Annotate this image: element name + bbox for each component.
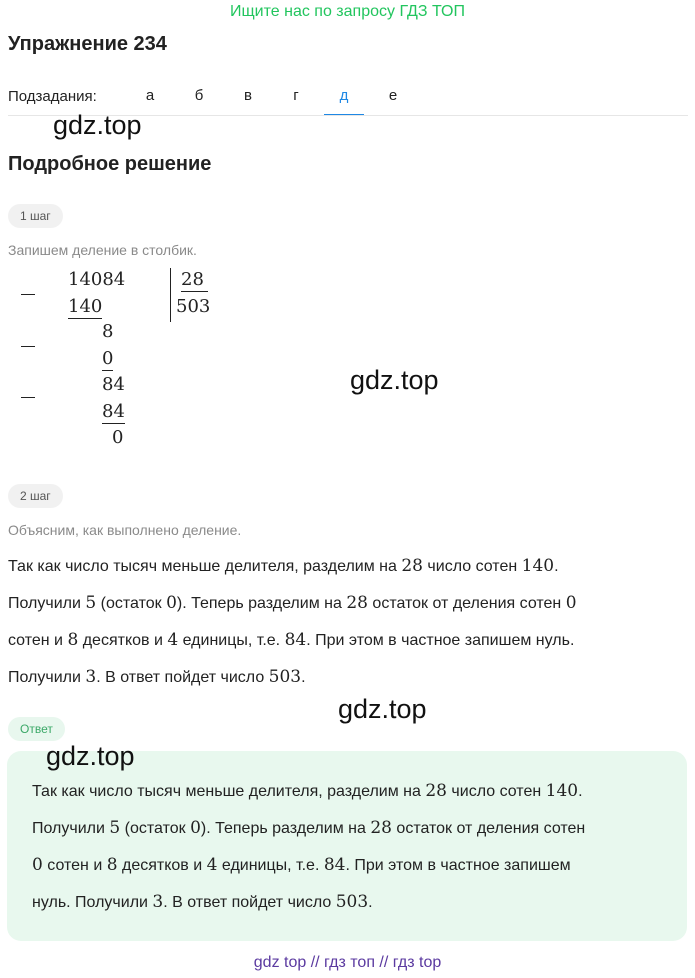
text-line: Так как число тысяч меньше делителя, разделим на 28 число сотен 140. xyxy=(32,781,583,801)
quotient: 503 xyxy=(176,296,211,317)
answer-text xyxy=(32,773,672,921)
subtasks-label: Подзадания: xyxy=(8,88,97,105)
remainder: 8 xyxy=(102,321,114,342)
tab-g[interactable]: г xyxy=(293,87,299,104)
tab-v[interactable]: в xyxy=(244,87,252,104)
remainder: 84 xyxy=(102,374,125,395)
final-remainder: 0 xyxy=(112,427,124,448)
text-line: 0 сотен и 8 десятков и 4 единицы, т.е. 84. При этом в частное запишем xyxy=(32,855,571,875)
tab-d[interactable]: д xyxy=(324,86,364,116)
text-line: Получили 5 (остаток 0). Теперь разделим на 28 остаток от деления сотен 0 xyxy=(8,593,577,613)
step-1-badge: 1 шаг xyxy=(8,204,63,228)
minus-sign xyxy=(21,294,35,295)
answer-box xyxy=(7,751,687,941)
tab-a[interactable]: а xyxy=(145,87,155,104)
minus-sign xyxy=(21,397,35,398)
search-banner[interactable]: Ищите нас по запросу ГДЗ ТОП xyxy=(230,3,465,20)
divisor: 28 xyxy=(181,269,208,292)
partial-product: 140 xyxy=(68,296,103,317)
watermark: gdz.top xyxy=(350,365,439,395)
answer-badge: Ответ xyxy=(8,717,65,741)
tab-b[interactable]: б xyxy=(194,87,204,104)
text-line: Получили 3. В ответ пойдет число 503. xyxy=(8,667,306,687)
division-bar xyxy=(170,268,171,322)
text-line: сотен и 8 десятков и 4 единицы, т.е. 84. При этом в частное запишем нуль. xyxy=(8,630,575,650)
watermark: gdz.top xyxy=(46,741,135,771)
watermark: gdz.top xyxy=(53,110,142,140)
footer-links[interactable]: gdz top // гдз топ // гдз top xyxy=(253,954,442,971)
text-line: Так как число тысяч меньше делителя, разделим на 28 число сотен 140. xyxy=(8,556,559,576)
page-title: Упражнение 234 xyxy=(8,33,167,55)
partial-product: 0 xyxy=(102,348,114,369)
text-line: Получили 5 (остаток 0). Теперь разделим на 28 остаток от деления сотен xyxy=(32,818,586,838)
step-1-caption: Запишем деление в столбик. xyxy=(8,242,197,258)
text-line: нуль. Получили 3. В ответ пойдет число 503. xyxy=(32,892,373,912)
step-2-badge: 2 шаг xyxy=(8,484,63,508)
dividend: 14084 xyxy=(68,269,126,290)
step-2-caption: Объясним, как выполнено деление. xyxy=(8,522,242,538)
partial-product: 84 xyxy=(102,401,125,422)
step-2-explanation xyxy=(8,548,688,696)
long-division xyxy=(0,264,250,454)
tab-e[interactable]: е xyxy=(388,87,398,104)
watermark: gdz.top xyxy=(338,694,427,724)
solution-heading: Подробное решение xyxy=(8,153,212,175)
minus-sign xyxy=(21,346,35,347)
